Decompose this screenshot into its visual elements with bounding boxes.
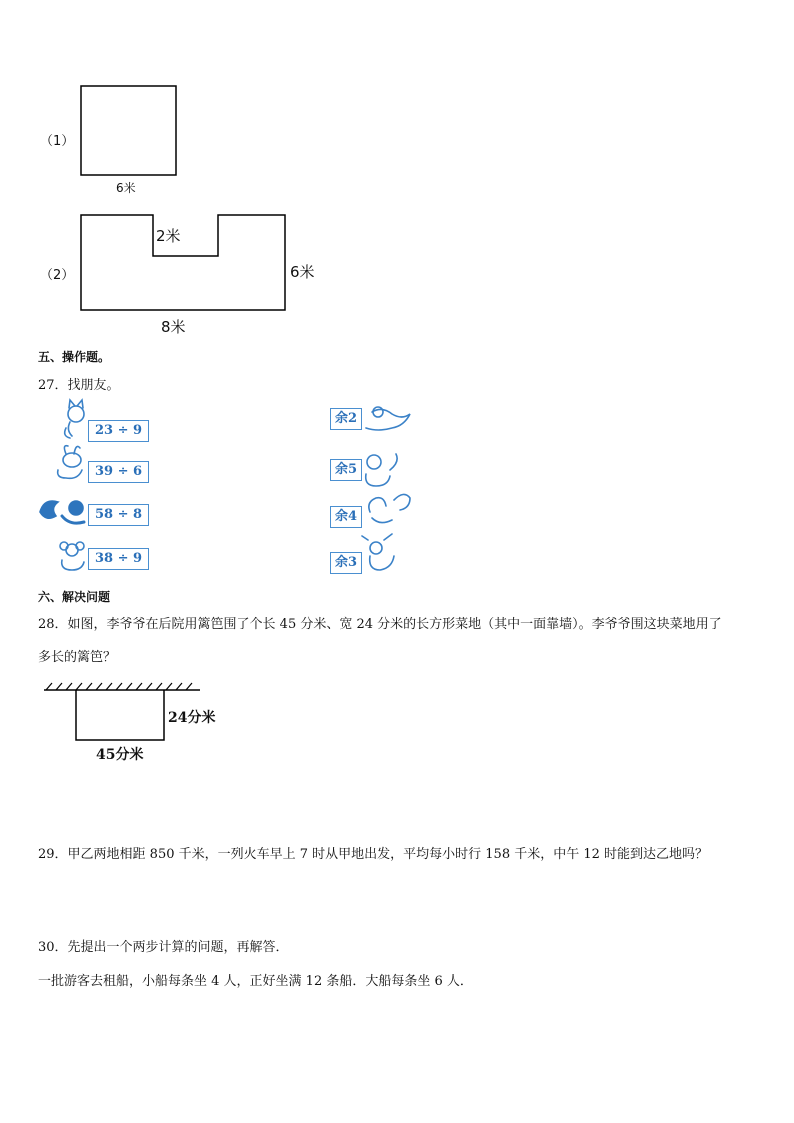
- wall-hatching: [46, 683, 192, 690]
- figure2-notched-shape: [81, 215, 285, 310]
- figure1-label: （1）: [40, 134, 75, 149]
- left-card-3[interactable]: 58 ÷ 8: [88, 504, 149, 526]
- right-card-3[interactable]: 余4: [330, 506, 362, 528]
- figure2-dim-notch: 2米: [156, 227, 181, 245]
- right-squirrel-icon-2: [369, 494, 410, 522]
- q30-text-line1: 30．先提出一个两步计算的问题，再解答．: [38, 940, 289, 955]
- figure1-dim-bottom: 6米: [116, 181, 136, 195]
- right-squirrel-icon-1: [366, 407, 410, 430]
- figure2-dim-bottom: 8米: [161, 318, 186, 336]
- figure2-label: （2）: [40, 268, 75, 283]
- section5-heading: 五、操作题。: [38, 350, 111, 364]
- q29-text: 29．甲乙两地相距 850 千米，一列火车早上 7 时从甲地出发，平均每小时行 158 千米，中午 12 时能到达乙地吗？: [38, 847, 709, 862]
- squirrel-icon: [40, 501, 84, 523]
- q28-text-line2: 多长的篱笆？: [38, 650, 117, 665]
- left-card-2[interactable]: 39 ÷ 6: [88, 461, 149, 483]
- left-card-4[interactable]: 38 ÷ 9: [88, 548, 149, 570]
- cat-icon: [65, 400, 84, 438]
- section6-heading: 六、解决问题: [38, 590, 111, 604]
- left-card-1[interactable]: 23 ÷ 9: [88, 420, 149, 442]
- figure2-dim-right: 6米: [290, 263, 315, 281]
- right-card-2[interactable]: 余5: [330, 459, 362, 481]
- q27-prompt: 27．找朋友。: [38, 378, 120, 393]
- q30-text-line2: 一批游客去租船，小船每条坐 4 人，正好坐满 12 条船．大船每条坐 6 人．: [38, 974, 473, 989]
- right-card-1[interactable]: 余2: [330, 408, 362, 430]
- figure1-square: [81, 86, 176, 175]
- rabbit-icon: [58, 446, 82, 479]
- vegetable-plot-rectangle: [76, 690, 164, 740]
- right-card-4[interactable]: 余3: [330, 552, 362, 574]
- mouse-icon: [60, 542, 84, 570]
- q28-dim-length: 45分米: [96, 747, 144, 763]
- right-mouse-icon: [362, 534, 394, 570]
- monkey-icon: [366, 454, 397, 486]
- q28-text-line1: 28．如图，李爷爷在后院用篱笆围了个长 45 分米、宽 24 分米的长方形菜地（其中一面靠墙）。李爷爷围这块菜地用了: [38, 617, 722, 632]
- q28-dim-width: 24分米: [168, 710, 216, 726]
